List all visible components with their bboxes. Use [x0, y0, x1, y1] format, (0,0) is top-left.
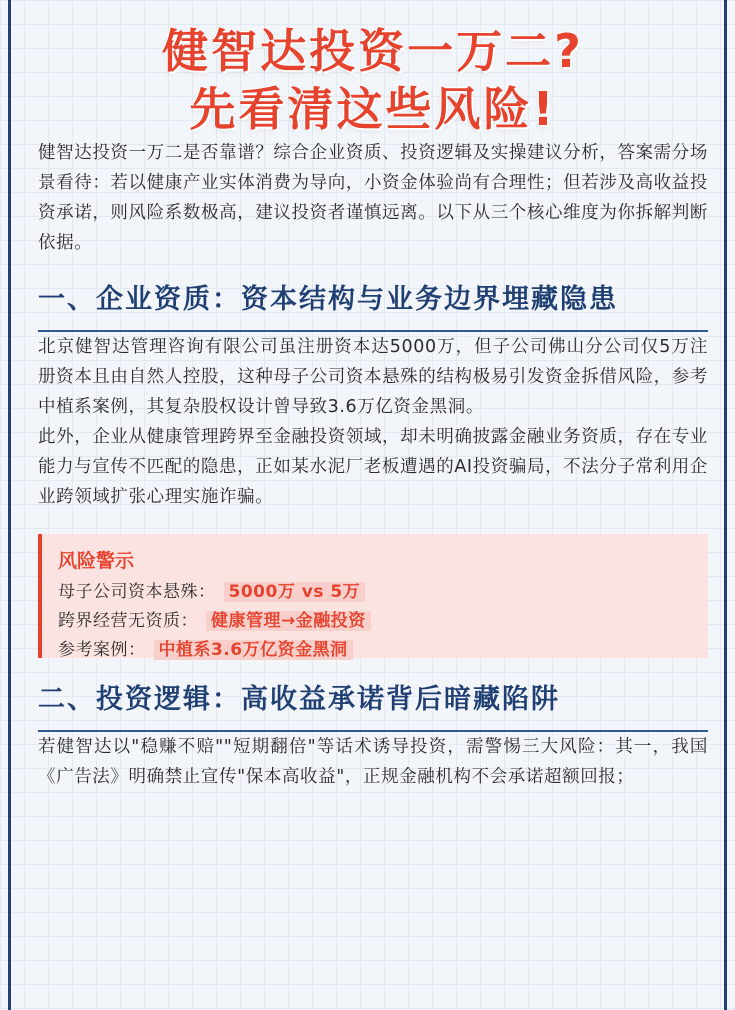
article [38, 0, 708, 792]
risk-row [58, 636, 692, 665]
section1-header [38, 280, 708, 332]
section2-header [38, 680, 708, 732]
risk-row-label: 母子公司资本悬殊： [58, 582, 216, 602]
risk-row-value: 5000万 vs 5万 [224, 582, 366, 602]
intro-paragraph: 健智达投资一万二是否靠谱？综合企业资质、投资逻辑及实操建议分析，答案需分场景看待：若以健康产业实体消费为导向，小资金体验尚有合理性；但若涉及高收益投资承诺，则风险系数极高，建议投资者谨慎远离。以下从三个核心维度为你拆解判断依据。 [38, 143, 708, 253]
risk-row-value: 中植系3.6万亿资金黑洞 [154, 640, 353, 660]
right-border [724, 0, 727, 1010]
risk-row-label: 跨界经营无资质： [58, 611, 198, 631]
risk-row [58, 607, 692, 636]
risk-row-value: 健康管理→金融投资 [206, 611, 371, 631]
risk-row [58, 578, 692, 607]
page-title-line2: 先看清这些风险! [189, 82, 557, 136]
section2-title: 二、投资逻辑：高收益承诺背后暗藏陷阱 [38, 684, 560, 715]
section2-paragraph-1: 若健智达以"稳赚不赔""短期翻倍"等话术诱导投资，需警惕三大风险：其一，我国《广告法》明确禁止宣传"保本高收益"，正规金融机构不会承诺超额回报； [38, 737, 708, 787]
risk-row-label: 参考案例： [58, 640, 146, 660]
section1-title: 一、企业资质：资本结构与业务边界埋藏隐患 [38, 284, 618, 315]
section1-paragraph-2: 此外，企业从健康管理跨界至金融投资领域，却未明确披露金融业务资质，存在专业能力与宣传不匹配的隐患，正如某水泥厂老板遭遇的AI投资骗局，不法分子常利用企业跨领域扩张心理实施诈骗。 [38, 427, 708, 507]
risk-warning-box [38, 534, 708, 658]
left-border [8, 0, 11, 1010]
risk-warning-title: 风险警示 [58, 550, 135, 572]
section1-paragraph-1: 北京健智达管理咨询有限公司虽注册资本达5000万，但子公司佛山分公司仅5万注册资本且由自然人控股，这种母子公司资本悬殊的结构极易引发资金拆借风险，参考中植系案例，其复杂股权设计曾导致3.6万亿资金黑洞。 [38, 337, 708, 417]
page-title-line1: 健智达投资一万二? [162, 24, 584, 78]
